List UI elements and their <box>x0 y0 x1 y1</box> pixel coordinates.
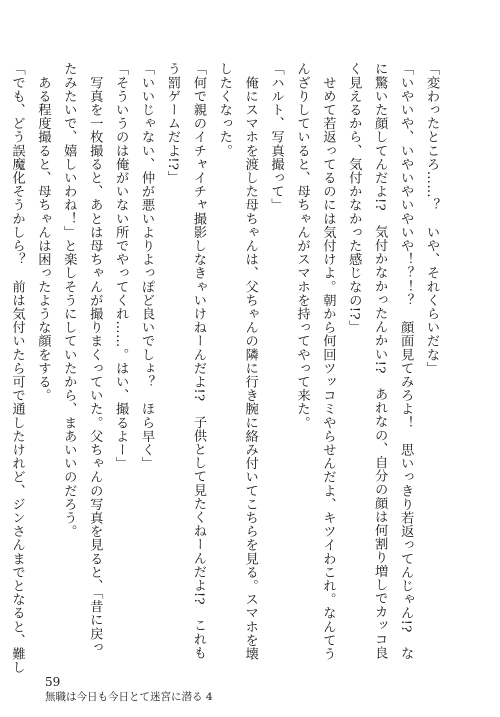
text-line: ある程度撮ると、母ちゃんは困ったような顔をする。 <box>35 62 51 402</box>
text-line: んざりしていると、母ちゃんがスマホを持ってやって来た。 <box>294 62 310 430</box>
text-line: 「いやいや、いやいやいやいや！？！？ 顔面見てみろよ！ 思いっきり若返ってんじゃん!? な <box>398 62 414 660</box>
page-footer <box>31 662 213 717</box>
page-number: 59 <box>45 675 61 689</box>
running-head: 無職は今日も今日とて迷宮に潜る 4 <box>45 691 213 703</box>
vertical-body-text <box>9 62 444 674</box>
text-line: 「そういうのは俺がいない所でやってくれ……。はい、撮るよー」 <box>113 62 129 470</box>
text-line: たみたいで、嬉しいわね！」と楽しそうにしていたから、まあいいのだろう。 <box>61 62 77 538</box>
text-line: 俺にスマホを渡した母ちゃんは、父ちゃんの隣に行き腕に絡み付いてこちらを見る。スマホを壊 <box>242 62 258 661</box>
text-line: 「変わったところ……？ いや、それくらいだな」 <box>424 62 439 375</box>
text-line: に驚いた顔してんだよ!? 気付かなかったんかい!? あれなの、自分の顔は何割り増しでカッコ良 <box>372 62 388 660</box>
text-line: 「いいじゃない、仲が悪いよりよっぽど良いでしょ？ ほら早く」 <box>139 62 155 470</box>
text-line: 「ハルト、写真撮って」 <box>268 62 284 212</box>
text-line: 「でも、どう誤魔化そうかしら？ 前は気付いたら可で通したけれど、ジンさんまでとなると、難し <box>9 62 25 674</box>
text-line: したくなった。 <box>216 62 232 158</box>
text-line: 写真を一枚撮ると、あとは母ちゃんが撮りまくっていた。父ちゃんの写真を見ると、「昔に戻っ <box>87 62 103 654</box>
text-line: せめて若返ってるのには気付けよ。朝から何回ツッコミやらせんだよ、キツイわこれ。なんてう <box>320 62 336 661</box>
text-line: く見えるから、気付かなかった感じなの!?」 <box>346 62 362 334</box>
text-line: 「何で親のイチャイチャ撮影しなきゃいけねーんだよ!? 子供として見たくねーんだよ!? これも <box>190 62 206 660</box>
text-line: う罰ゲームだよ!?」 <box>164 62 180 184</box>
